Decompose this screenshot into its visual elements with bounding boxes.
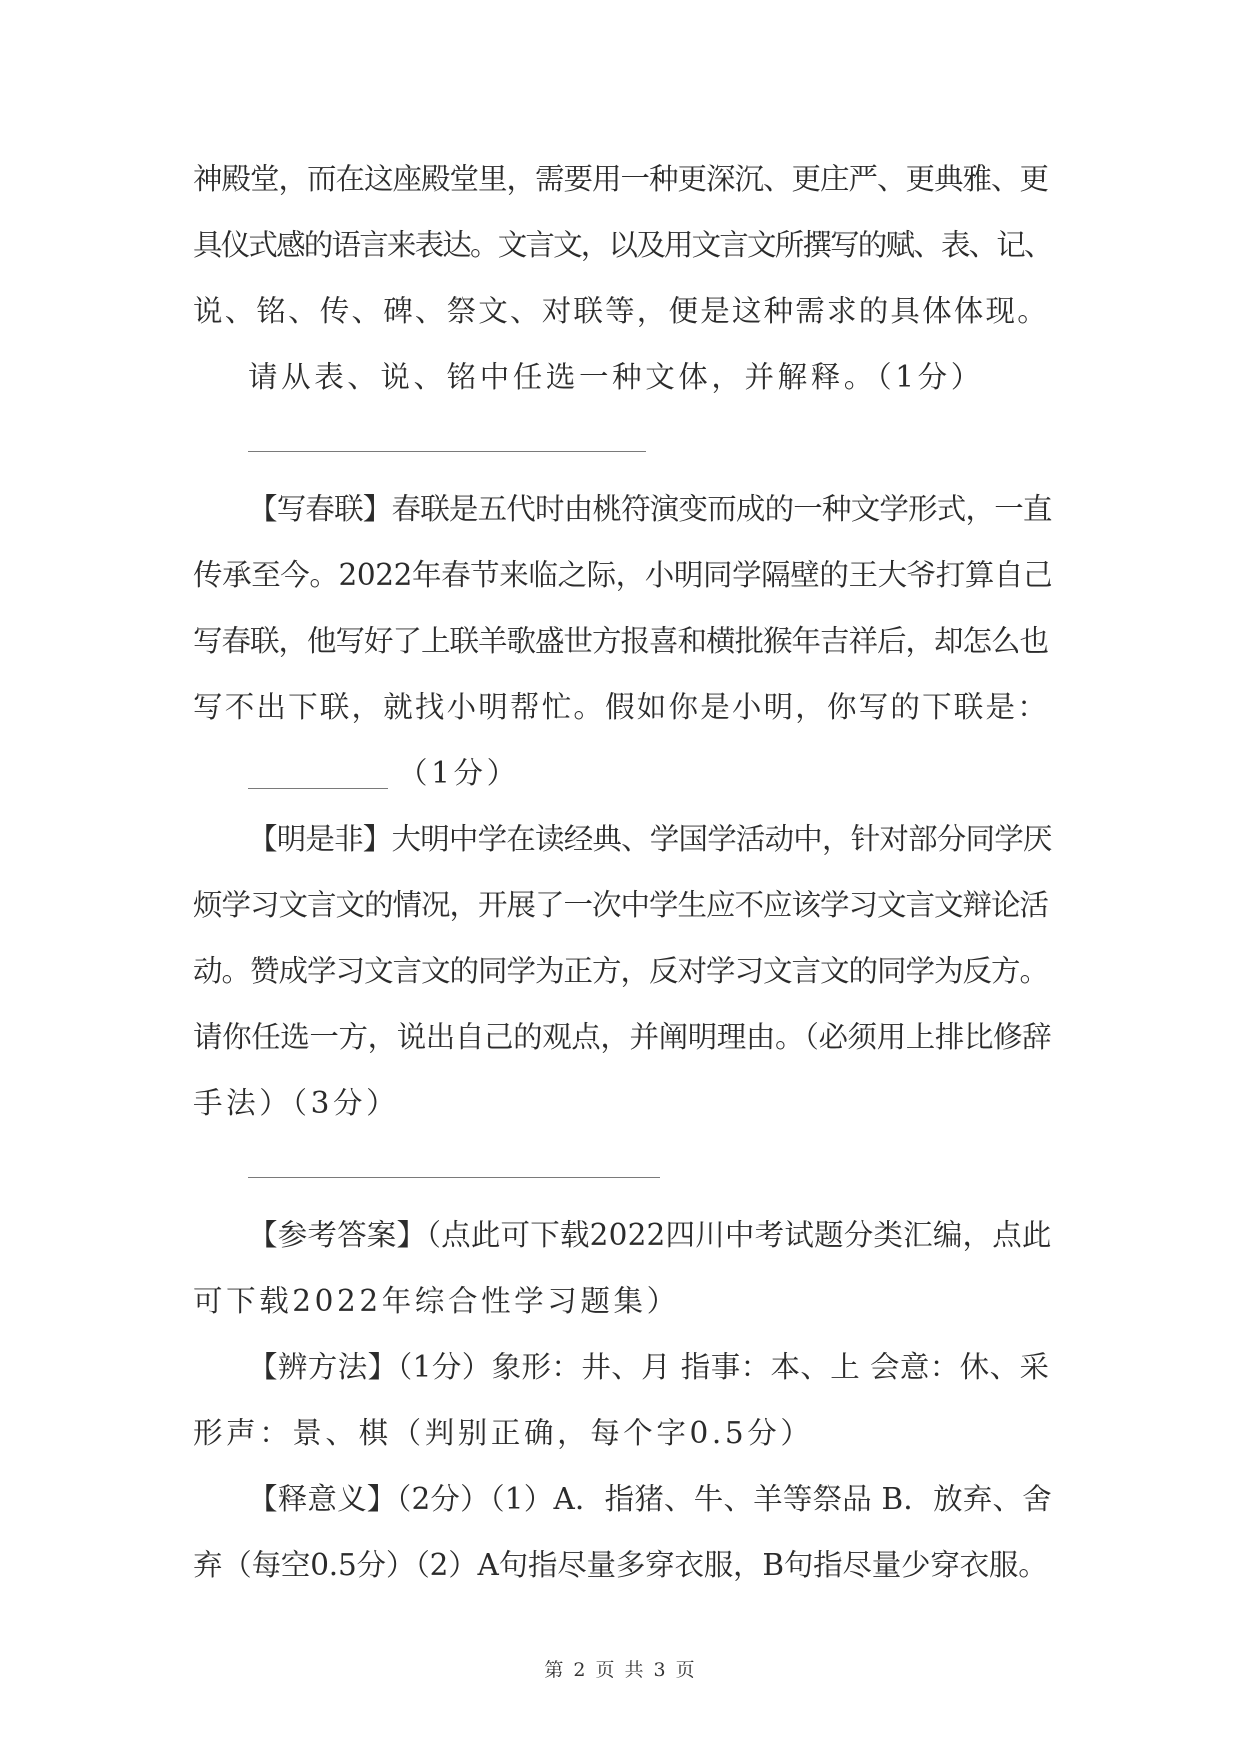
- answer-blank-line: [248, 451, 646, 452]
- paragraph-line: 说、铭、传、碑、祭文、对联等，便是这种需求的具体体现。: [193, 294, 1049, 328]
- section-couplet-line: 写不出下联，就找小明帮忙。假如你是小明，你写的下联是：: [193, 690, 1049, 724]
- section-debate-line: 请你任选一方，说出自己的观点，并阐明理由。（必须用上排比修辞: [193, 1020, 1052, 1054]
- answer-blank-line: [248, 1177, 660, 1178]
- answer-line: 【参考答案】（点此可下载2022四川中考试题分类汇编，点此: [248, 1218, 1052, 1252]
- section-couplet-line: 【写春联】春联是五代时由桃符演变而成的一种文学形式，一直: [248, 492, 1052, 526]
- section-debate-line: 手法）（3分）: [193, 1086, 400, 1120]
- section-couplet-line: 传承至今。2022年春节来临之际，小明同学隔壁的王大爷打算自己: [193, 558, 1053, 592]
- section-debate-line: 【明是非】大明中学在读经典、学国学活动中，针对部分同学厌: [248, 822, 1052, 856]
- couplet-answer-blank: [248, 788, 388, 789]
- section-couplet-line: 写春联，他写好了上联羊歌盛世方报喜和横批猴年吉祥后，却怎么也: [193, 624, 1049, 658]
- answer-line: 形声：景、棋（判别正确，每个字0.5分）: [193, 1416, 814, 1450]
- paragraph-line: 神殿堂，而在这座殿堂里，需要用一种更深沉、更庄严、更典雅、更: [193, 162, 1049, 196]
- couplet-score: （1分）: [398, 756, 520, 790]
- answer-line: 【辨方法】（1分）象形：井、月 指事：本、上 会意：休、采: [248, 1350, 1050, 1384]
- page-footer: 第 2 页 共 3 页: [544, 1659, 697, 1681]
- section-debate-line: 烦学习文言文的情况，开展了一次中学生应不应该学习文言文辩论活: [193, 888, 1049, 922]
- answer-line: 弃（每空0.5分）（2）A句指尽量多穿衣服，B句指尽量少穿衣服。: [193, 1548, 1048, 1582]
- question-text: 请从表、说、铭中任选一种文体，并解释。（1分）: [248, 360, 984, 394]
- paragraph-line: 具仪式感的语言来表达。文言文，以及用文言文所撰写的赋、表、记、: [193, 228, 1052, 262]
- answer-line: 可下载2022年综合性学习题集）: [193, 1284, 680, 1318]
- answer-line: 【释意义】（2分）（1）A．指猪、牛、羊等祭品 B．放弃、舍: [248, 1482, 1052, 1516]
- section-debate-line: 动。赞成学习文言文的同学为正方，反对学习文言文的同学为反方。: [193, 954, 1049, 988]
